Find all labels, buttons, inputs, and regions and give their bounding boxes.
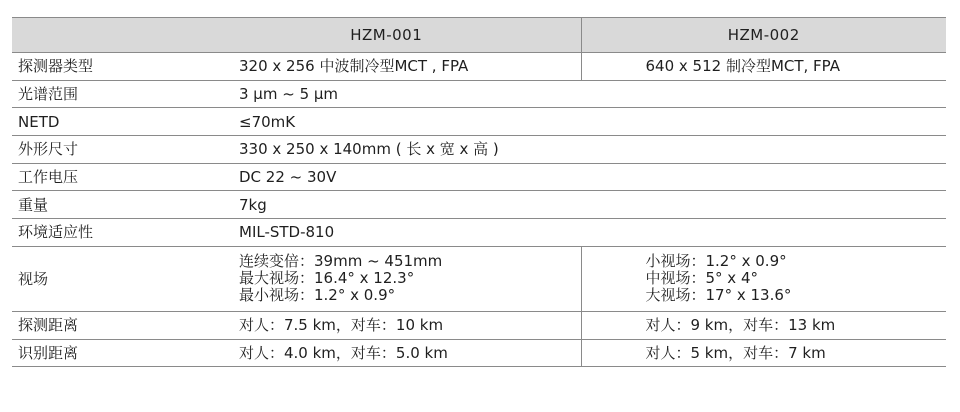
header-cell-hzm-001: HZM-001 xyxy=(192,18,581,53)
table-row-voltage xyxy=(12,163,946,191)
table-row-netd xyxy=(12,108,946,136)
value-hzm-002: 640 x 512 制冷型MCT, FPA xyxy=(581,53,946,81)
value-hzm-002: 对人：9 km，对车：13 km xyxy=(581,311,946,339)
fov-line: 中视场：5° x 4° xyxy=(645,269,759,288)
table-row-size xyxy=(12,136,946,164)
row-label: 视场 xyxy=(12,246,192,311)
row-label: 探测距离 xyxy=(12,311,192,339)
table-row-recog-range xyxy=(12,339,946,367)
value-hzm-001 xyxy=(192,246,581,311)
spec-table xyxy=(12,17,946,367)
fov-line: 最小视场：1.2° x 0.9° xyxy=(239,286,396,305)
fov-line: 连续变倍：39mm ~ 451mm xyxy=(239,252,443,271)
table-row-spectral xyxy=(12,80,946,108)
value-hzm-001: 对人：7.5 km，对车：10 km xyxy=(192,311,581,339)
value-shared: DC 22 ~ 30V xyxy=(192,163,946,191)
value-hzm-001: 对人：4.0 km，对车：5.0 km xyxy=(192,339,581,367)
value-shared: 7kg xyxy=(192,191,946,219)
value-shared: ≤70mK xyxy=(192,108,946,136)
row-label: 光谱范围 xyxy=(12,80,192,108)
table-row-weight xyxy=(12,191,946,219)
value-hzm-001: 320 x 256 中波制冷型MCT , FPA xyxy=(192,53,581,81)
table-header-row xyxy=(12,18,946,53)
value-shared: MIL-STD-810 xyxy=(192,219,946,247)
header-cell-hzm-002: HZM-002 xyxy=(581,18,946,53)
spec-table-container xyxy=(12,17,946,367)
row-label: NETD xyxy=(12,108,192,136)
fov-line: 小视场：1.2° x 0.9° xyxy=(645,252,787,271)
fov-line: 最大视场：16.4° x 12.3° xyxy=(239,269,415,288)
row-label: 外形尺寸 xyxy=(12,136,192,164)
table-row-detector xyxy=(12,53,946,81)
row-label: 探测器类型 xyxy=(12,53,192,81)
value-shared: 3 μm ~ 5 μm xyxy=(192,80,946,108)
table-row-fov xyxy=(12,246,946,311)
row-label: 重量 xyxy=(12,191,192,219)
value-hzm-002: 对人：5 km，对车：7 km xyxy=(581,339,946,367)
row-label: 工作电压 xyxy=(12,163,192,191)
table-row-detect-range xyxy=(12,311,946,339)
value-hzm-002 xyxy=(581,246,946,311)
row-label: 环境适应性 xyxy=(12,219,192,247)
row-label: 识别距离 xyxy=(12,339,192,367)
value-shared: 330 x 250 x 140mm ( 长 x 宽 x 高 ) xyxy=(192,136,946,164)
table-row-environment xyxy=(12,219,946,247)
header-cell-blank xyxy=(12,18,192,53)
fov-line: 大视场：17° x 13.6° xyxy=(645,286,792,305)
